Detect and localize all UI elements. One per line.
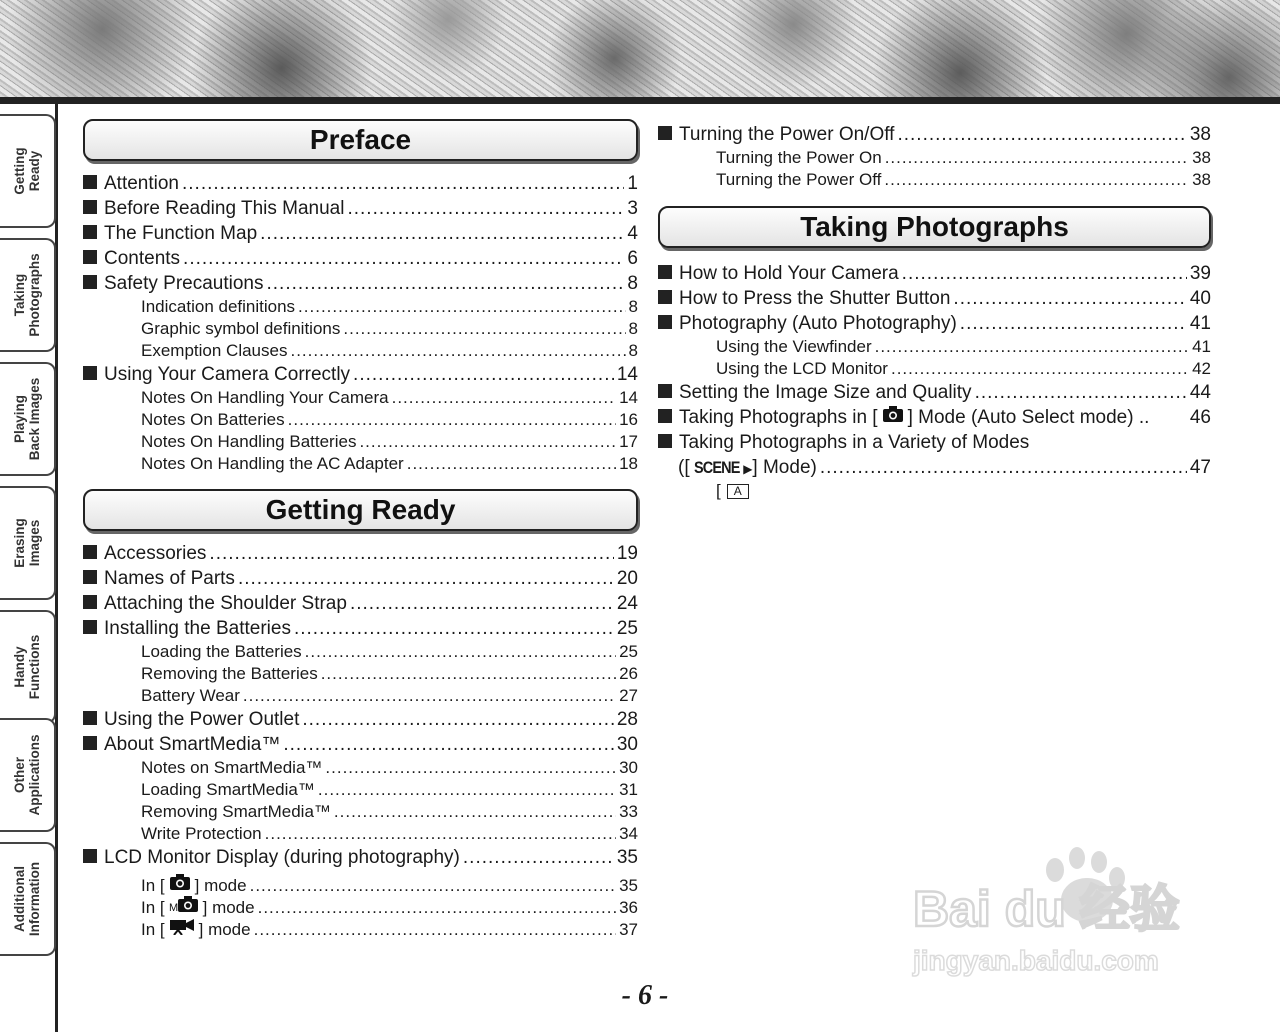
toc-entry-title: Indication definitions xyxy=(141,297,296,316)
decorative-banner xyxy=(0,0,1280,97)
toc-entry-title: Removing the Batteries xyxy=(141,664,318,683)
toc-entry[interactable] xyxy=(83,171,638,196)
play-arrow-icon: ▶ xyxy=(743,462,753,476)
aperture-mode-icon: A xyxy=(727,484,749,499)
toc-entry-title: Accessories xyxy=(104,543,207,564)
section-tab[interactable] xyxy=(0,486,56,600)
toc-entry-title: Turning the Power On xyxy=(716,148,882,167)
toc-entry-page: 17 xyxy=(619,432,638,451)
toc-entry-title: Using Your Camera Correctly xyxy=(104,364,351,385)
toc-entry-title: Contents xyxy=(104,248,181,269)
toc-entry[interactable] xyxy=(83,566,638,591)
bullet-icon xyxy=(658,265,672,279)
toc-entry[interactable] xyxy=(83,757,638,779)
toc-entry[interactable] xyxy=(658,122,1211,147)
toc-entry-title: Safety Precautions xyxy=(104,273,264,294)
toc-entry[interactable] xyxy=(83,801,638,823)
toc-entry[interactable] xyxy=(658,261,1211,286)
toc-entry-title: Notes On Handling the AC Adapter xyxy=(141,454,404,473)
toc-entry[interactable] xyxy=(83,732,638,757)
bullet-icon xyxy=(83,570,97,584)
toc-entry[interactable] xyxy=(658,311,1211,336)
section-tab[interactable] xyxy=(0,718,56,832)
manual-camera-icon xyxy=(169,895,199,919)
movie-camera-icon xyxy=(169,917,195,941)
toc-entry-title: About SmartMedia™ xyxy=(104,734,281,755)
toc-entry-title: Attention xyxy=(104,173,179,194)
toc-entry-title: Exemption Clauses xyxy=(141,341,288,360)
toc-entry-page: 31 xyxy=(619,780,638,799)
toc-entry-page: 39 xyxy=(1189,263,1211,284)
toc-entry-page: 8 xyxy=(628,297,638,316)
taking-photographs-list xyxy=(658,261,1211,405)
toc-entry-page: 41 xyxy=(1192,337,1211,356)
banner-rule xyxy=(0,97,1280,104)
section-tab[interactable] xyxy=(0,842,56,956)
toc-entry-page: 25 xyxy=(616,618,638,639)
svg-text:M: M xyxy=(168,902,178,913)
toc-entry-partial: [ A xyxy=(658,480,1211,502)
mode-list xyxy=(83,870,638,939)
toc-entry[interactable] xyxy=(83,431,638,453)
section-tab[interactable] xyxy=(0,114,56,228)
toc-entry-title: LCD Monitor Display (during photography) xyxy=(104,847,460,868)
toc-entry-page: 42 xyxy=(1192,359,1211,378)
toc-entry[interactable] xyxy=(83,453,638,475)
page-number: - 6 - xyxy=(621,980,669,1011)
toc-entry-page: 26 xyxy=(619,664,638,683)
toc-entry-title: Notes on SmartMedia™ xyxy=(141,758,323,777)
camera-icon xyxy=(169,873,191,897)
section-tab-label: Getting Ready xyxy=(12,147,42,195)
toc-entry[interactable]: In [ ] mode ..... 35 xyxy=(83,873,638,895)
toc-entry-title: The Function Map xyxy=(104,223,258,244)
toc-entry-page: 27 xyxy=(619,686,638,705)
toc-entry[interactable] xyxy=(658,169,1211,191)
toc-entry-title: Battery Wear xyxy=(141,686,240,705)
toc-entry-page: 6 xyxy=(627,248,638,269)
toc-entry[interactable] xyxy=(83,707,638,732)
camera-icon xyxy=(882,405,904,430)
toc-entry-page: 14 xyxy=(619,388,638,407)
toc-entry[interactable] xyxy=(83,340,638,362)
toc-entry-page: 38 xyxy=(1192,148,1211,167)
toc-entry[interactable] xyxy=(83,685,638,707)
toc-entry[interactable] xyxy=(83,845,638,870)
toc-entry-title: Before Reading This Manual xyxy=(104,198,345,219)
toc-entry-title: Loading the Batteries xyxy=(141,642,302,661)
toc-entry-page: 41 xyxy=(1189,313,1211,334)
preface-header: Preface xyxy=(83,119,638,161)
bullet-icon xyxy=(83,250,97,264)
toc-entry-page: 8 xyxy=(628,319,638,338)
toc-entry-page: 38 xyxy=(1192,170,1211,189)
section-tab[interactable] xyxy=(0,362,56,476)
svg-text:jingyan.baidu.com: jingyan.baidu.com xyxy=(913,945,1159,976)
toc-entry-page: 8 xyxy=(628,341,638,360)
toc-entry[interactable] xyxy=(83,271,638,296)
toc-entry-page: 30 xyxy=(616,734,638,755)
getting-ready-list xyxy=(83,541,638,870)
toc-entry-page: 4 xyxy=(627,223,638,244)
toc-entry[interactable] xyxy=(83,246,638,271)
toc-entry-page: 28 xyxy=(616,709,638,730)
section-tab-label: Playing Back Images xyxy=(12,377,42,461)
toc-entry[interactable] xyxy=(658,380,1211,405)
toc-entry-page: 34 xyxy=(619,824,638,843)
section-tab-label: Other Applications xyxy=(12,734,42,816)
toc-entry-title: Loading SmartMedia™ xyxy=(141,780,315,799)
section-tab-label: Handy Functions xyxy=(12,634,42,700)
bullet-icon xyxy=(658,290,672,304)
power-list xyxy=(658,122,1211,191)
toc-entry[interactable] xyxy=(83,541,638,566)
toc-entry-title: Write Protection xyxy=(141,824,262,843)
toc-entry-page: 25 xyxy=(619,642,638,661)
toc-entry[interactable]: In [ ] mode ..... 37 xyxy=(83,917,638,939)
toc-entry[interactable] xyxy=(83,663,638,685)
toc-entry[interactable] xyxy=(83,318,638,340)
toc-entry-title: Names of Parts xyxy=(104,568,235,589)
toc-entry-title: Using the Viewfinder xyxy=(716,337,872,356)
toc-entry-title: Photography (Auto Photography) xyxy=(679,313,957,334)
bullet-icon xyxy=(83,736,97,750)
bullet-icon xyxy=(83,366,97,380)
section-tab-label: Erasing Images xyxy=(12,518,42,568)
toc-entry-page: 3 xyxy=(627,198,638,219)
toc-entry-page: 1 xyxy=(627,173,638,194)
toc-entry-title: Removing SmartMedia™ xyxy=(141,802,331,821)
toc-entry-title: Turning the Power On/Off xyxy=(679,124,895,145)
toc-entry[interactable] xyxy=(83,387,638,409)
bullet-icon xyxy=(83,595,97,609)
toc-entry-page: 38 xyxy=(1189,124,1211,145)
toc-entry-page: 18 xyxy=(619,454,638,473)
bullet-icon xyxy=(658,384,672,398)
toc-entry-title: Notes On Handling Batteries xyxy=(141,432,357,451)
toc-entry[interactable] xyxy=(83,221,638,246)
toc-entry[interactable] xyxy=(83,823,638,845)
toc-entry[interactable] xyxy=(83,591,638,616)
toc-entry-title: Turning the Power Off xyxy=(716,170,882,189)
toc-entry-title: Attaching the Shoulder Strap xyxy=(104,593,347,614)
toc-entry-page: 14 xyxy=(616,364,638,385)
taking-photographs-header: Taking Photographs xyxy=(658,206,1211,248)
toc-entry-continuation[interactable]: ([ SCENE ▶ ] Mode) ..... 47 xyxy=(658,455,1211,480)
bullet-icon xyxy=(83,545,97,559)
toc-entry-title: Notes On Batteries xyxy=(141,410,285,429)
bullet-icon xyxy=(658,434,672,448)
toc-entry[interactable] xyxy=(83,616,638,641)
baidu-watermark-icon xyxy=(905,838,1205,988)
bullet-icon xyxy=(658,409,672,423)
toc-entry-page: 24 xyxy=(616,593,638,614)
toc-entry[interactable] xyxy=(658,336,1211,358)
toc-entry-page: 20 xyxy=(616,568,638,589)
bullet-icon xyxy=(83,849,97,863)
toc-entry[interactable] xyxy=(658,147,1211,169)
section-tab[interactable] xyxy=(0,610,56,724)
bullet-icon xyxy=(658,315,672,329)
toc-entry-title: Installing the Batteries xyxy=(104,618,291,639)
toc-entry-title: Notes On Handling Your Camera xyxy=(141,388,389,407)
toc-entry[interactable] xyxy=(658,358,1211,380)
toc-entry[interactable] xyxy=(658,286,1211,311)
toc-entry[interactable] xyxy=(83,296,638,318)
toc-entry-title: Graphic symbol definitions xyxy=(141,319,341,338)
bullet-icon xyxy=(83,175,97,189)
toc-entry-page: 40 xyxy=(1189,288,1211,309)
bullet-icon xyxy=(83,200,97,214)
bullet-icon xyxy=(83,711,97,725)
right-column xyxy=(658,122,1211,502)
toc-entry-title: How to Hold Your Camera xyxy=(679,263,899,284)
bullet-icon xyxy=(83,620,97,634)
toc-entry[interactable] xyxy=(83,362,638,387)
toc-entry-page: 19 xyxy=(616,543,638,564)
toc-entry-page: 35 xyxy=(616,847,638,868)
toc-entry-page: 30 xyxy=(619,758,638,777)
toc-entry-title: Setting the Image Size and Quality xyxy=(679,382,972,403)
preface-list xyxy=(83,171,638,475)
scene-mode-icon: SCENE xyxy=(693,458,740,477)
toc-entry[interactable]: Taking Photographs in a Variety of Modes xyxy=(658,430,1211,455)
bullet-icon xyxy=(83,275,97,289)
getting-ready-header: Getting Ready xyxy=(83,489,638,531)
toc-entry-page: 8 xyxy=(627,273,638,294)
toc-entry[interactable] xyxy=(83,641,638,663)
toc-entry-page: 44 xyxy=(1189,382,1211,403)
toc-entry-page: 33 xyxy=(619,802,638,821)
toc-entry[interactable] xyxy=(83,779,638,801)
toc-entry-title: How to Press the Shutter Button xyxy=(679,288,951,309)
toc-entry-page: 16 xyxy=(619,410,638,429)
section-tab-label: Additional Information xyxy=(12,861,42,937)
bullet-icon xyxy=(658,126,672,140)
toc-entry[interactable]: Taking Photographs in [ ] Mode (Auto Select mode) .. 46 xyxy=(658,405,1211,430)
bullet-icon xyxy=(83,225,97,239)
section-tab-label: Taking Photographs xyxy=(12,253,42,337)
toc-entry[interactable] xyxy=(83,409,638,431)
toc-entry[interactable] xyxy=(83,196,638,221)
left-column xyxy=(83,119,638,939)
toc-entry-title: Using the Power Outlet xyxy=(104,709,300,730)
toc-entry[interactable]: In [ M ] mode ..... 36 xyxy=(83,895,638,917)
toc-entry-title: Using the LCD Monitor xyxy=(716,359,888,378)
svg-text:Bai du 经验: Bai du 经验 xyxy=(913,881,1180,937)
section-tab[interactable] xyxy=(0,238,56,352)
